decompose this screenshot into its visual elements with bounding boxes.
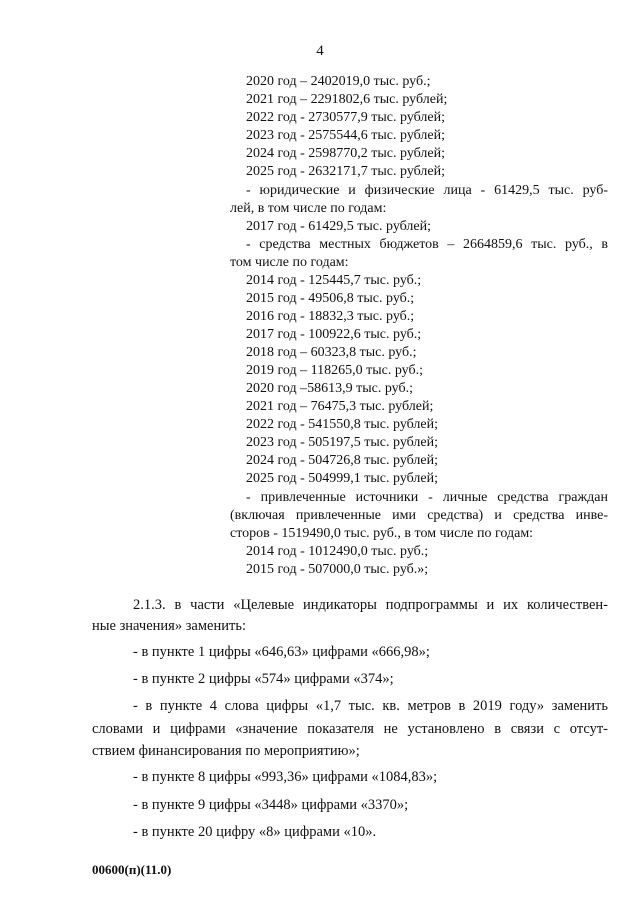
funding-line: 2020 год – 2402019,0 тыс. руб.; [246,74,431,89]
body-line: - в пункте 4 слова цифры «1,7 тыс. кв. метров в 2019 году» заменить [133,698,608,714]
page-number: 4 [316,43,324,59]
funding-line: 2021 год – 76475,3 тыс. рублей; [246,399,434,414]
funding-line: 2017 год - 61429,5 тыс. рублей; [246,219,432,234]
footer-document-code: 00600(п)(11.0) [92,862,172,877]
funding-line: 2025 год - 2632171,7 тыс. рублей; [246,164,446,179]
funding-line: (включая привлеченные ими средства) и средства инве- [230,508,608,523]
funding-line: 2014 год - 125445,7 тыс. руб.; [246,273,422,288]
funding-line: 2022 год - 2730577,9 тыс. рублей; [246,110,446,125]
body-line: - в пункте 20 цифру «8» цифрами «10». [133,824,377,840]
funding-line: 2021 год – 2291802,6 тыс. рублей; [246,92,448,107]
funding-line: - привлеченные источники - личные средства граждан [246,490,608,505]
body-line: ствием финансирования по мероприятию»; [92,743,360,759]
funding-line: 2023 год - 2575544,6 тыс. рублей; [246,128,446,143]
funding-line: 2025 год - 504999,1 тыс. рублей; [246,471,439,486]
funding-line: 2022 год - 541550,8 тыс. рублей; [246,417,439,432]
funding-line: 2019 год – 118265,0 тыс. руб.; [246,363,423,378]
funding-line: сторов - 1519490,0 тыс. руб., в том числе по годам: [230,526,534,541]
body-line: 2.1.3. в части «Целевые индикаторы подпрограммы и их количествен- [133,597,608,613]
funding-line: 2017 год - 100922,6 тыс. руб.; [246,327,422,342]
funding-line: лей, в том числе по годам: [230,201,387,216]
funding-line: 2018 год – 60323,8 тыс. руб.; [246,345,417,360]
body-line: словами и цифрами «значение показателя не установлено в связи с отсут- [92,721,608,737]
funding-line: - средства местных бюджетов – 2664859,6 тыс. руб., в [246,237,608,252]
funding-line: 2024 год - 504726,8 тыс. рублей; [246,453,439,468]
body-line: - в пункте 9 цифры «3448» цифрами «3370»; [133,797,409,813]
funding-line: - юридические и физические лица - 61429,5 тыс. руб- [246,183,608,198]
funding-line: 2023 год - 505197,5 тыс. рублей; [246,435,439,450]
body-line: - в пункте 2 цифры «574» цифрами «374»; [133,671,394,687]
funding-line: 2015 год - 49506,8 тыс. руб.; [246,291,415,306]
body-line: - в пункте 8 цифры «993,36» цифрами «1084,83»; [133,769,438,785]
funding-line: 2015 год - 507000,0 тыс. руб.»; [246,562,429,577]
funding-line: 2024 год - 2598770,2 тыс. рублей; [246,146,446,161]
funding-line: 2016 год - 18832,3 тыс. руб.; [246,309,415,324]
funding-line: 2020 год –58613,9 тыс. руб.; [246,381,413,396]
body-line: - в пункте 1 цифры «646,63» цифрами «666,98»; [133,644,430,660]
funding-line: том числе по годам: [230,255,349,270]
body-line: ные значения» заменить: [92,618,246,634]
funding-line: 2014 год - 1012490,0 тыс. руб.; [246,544,429,559]
